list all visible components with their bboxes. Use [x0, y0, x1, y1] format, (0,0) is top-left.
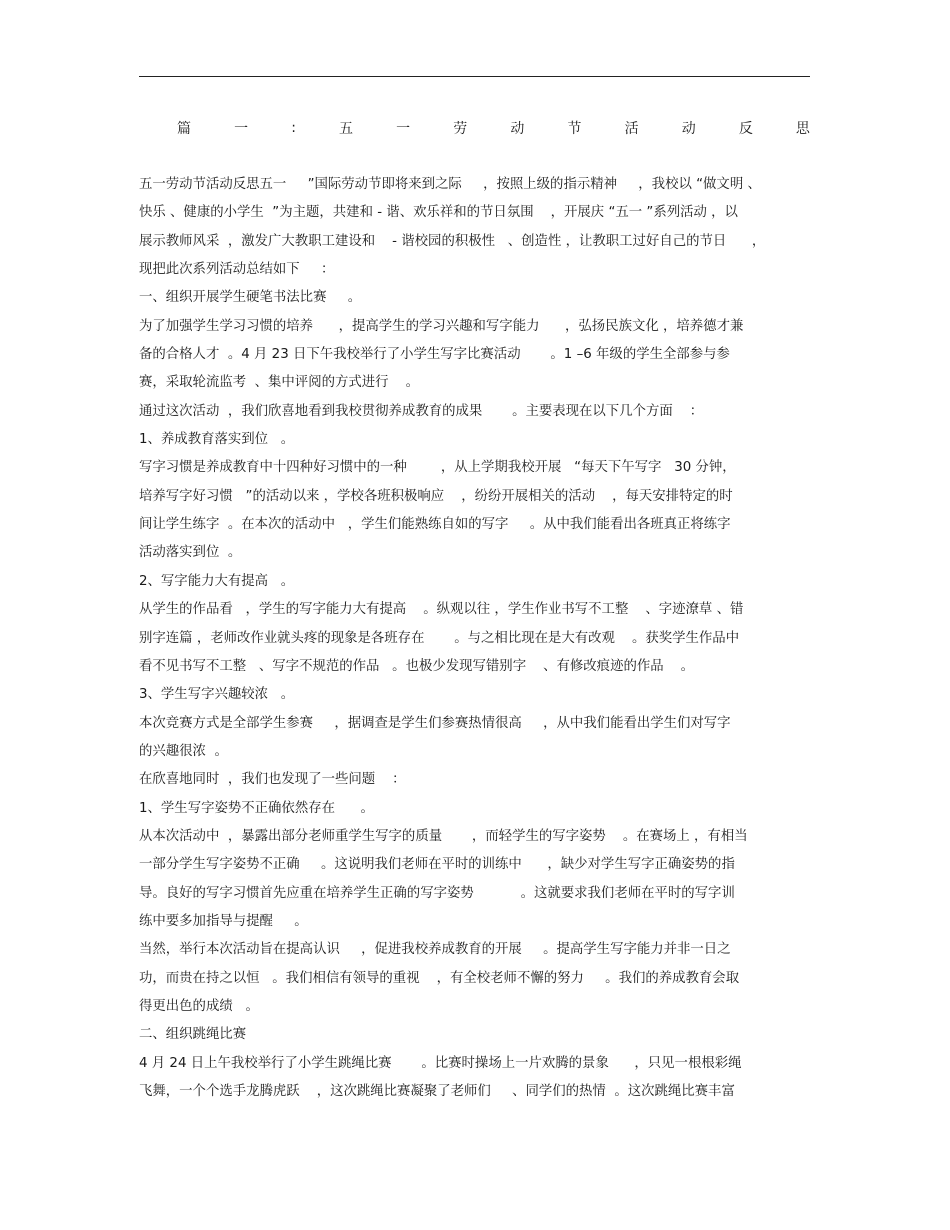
title-char: 篇: [177, 121, 191, 137]
text-line: 练中要多加指导与提醒 。: [139, 913, 308, 929]
text-line: 间让学生练字 。在本次的活动中 ，学生们能熟练自如的写字 。从中我们能看出各班真正将练字: [139, 517, 731, 533]
text-line: 展示教师风采 ，激发广大教职工建设和 - 谐校园的积极性 、创造性 ，让教职工过好自己的节日 ，: [139, 233, 766, 249]
document-body: [139, 171, 814, 1106]
text-line: 功，而贵在持之以恒 。我们相信有领导的重视 ，有全校老师不懈的努力 。我们的养成教育会取: [139, 970, 740, 986]
title-char: 思: [795, 121, 810, 137]
title-char: 活: [624, 121, 639, 137]
text-line: 备的合格人才 。4 月 23 日下午我校举行了小学生写字比赛活动 。1 –6 年级的学生全部参与参: [139, 347, 730, 363]
text-line: 得更出色的成绩 。: [139, 998, 259, 1014]
text-line: 二、组织跳绳比赛: [139, 1027, 247, 1043]
text-line: 培养写字好习惯 ”的活动以来 ，学校各班积极响应 ，纷纷开展相关的活动 ，每天安排特定的时: [139, 488, 733, 504]
text-line: 一部分学生写字姿势不正确 。这说明我们老师在平时的训练中 ，缺少对学生写字正确姿势的指: [139, 857, 735, 873]
text-line: 当然，举行本次活动旨在提高认识 ，促进我校养成教育的开展 。提高学生写字能力并非一日之: [139, 942, 731, 958]
title-char: 五: [339, 121, 354, 137]
text-line: 2、写字能力大有提高 。: [139, 573, 295, 589]
title-char: 一: [396, 121, 411, 137]
text-line: 从学生的作品看 ，学生的写字能力大有提高 。纵观以往 ，学生作业书写不工整 、字迹潦草 、错: [139, 602, 744, 618]
title-char: 劳: [453, 121, 468, 137]
text-line: 飞舞，一个个选手龙腾虎跃 ，这次跳绳比赛凝聚了老师们 、同学们的热情 。这次跳绳比赛丰富: [139, 1084, 735, 1099]
text-line: 1、学生写字姿势不正确依然存在 。: [139, 800, 374, 816]
text-line: 五一劳动节活动反思五一 ”国际劳动节即将来到之际 ，按照上级的指示精神 ，我校以 “做文明 、: [139, 177, 761, 192]
document-title: [139, 116, 810, 140]
text-line: 1、养成教育落实到位 。: [139, 432, 295, 448]
title-char: :: [291, 120, 296, 136]
text-line: 为了加强学生学习习惯的培养 ，提高学生的学习兴趣和写字能力 ，弘扬民族文化 ，培养德才兼: [139, 318, 744, 334]
text-line: 从本次活动中 ，暴露出部分老师重学生写字的质量 ，而轻学生的写字姿势 。在赛场上 ，有相当: [139, 828, 748, 844]
text-line: 3、学生写字兴趣较浓 。: [139, 687, 295, 703]
text-line: 别字连篇 ，老师改作业就头疼的现象是各班存在 。与之相比现在是大有改观 。获奖学生作品中: [139, 630, 740, 646]
title-char: 动: [681, 121, 696, 137]
title-char: 节: [567, 121, 582, 137]
text-line: 4 月 24 日上午我校举行了小学生跳绳比赛 。比赛时操场上一片欢腾的景象 ，只见一根根彩绳: [139, 1055, 742, 1071]
text-line: 看不见书写不工整 、写字不规范的作品 。也极少发现写错别字 、有修改痕迹的作品 。: [139, 658, 695, 674]
text-line: 现把此次系列活动总结如下 ：: [139, 262, 335, 278]
text-line: 赛，采取轮流监考 、集中评阅的方式进行 。: [139, 375, 419, 391]
title-char: 反: [738, 121, 753, 137]
text-line: 的兴趣很浓 。: [139, 743, 228, 759]
title-char: 动: [510, 121, 525, 137]
text-line: 快乐 、健康的小学生 ”为主题，共建和 - 谐、欢乐祥和的节日氛围 ，开展庆 “五一 ”系列活动 ，以: [139, 205, 738, 221]
text-line: 写字习惯是养成教育中十四种好习惯中的一种 ，从上学期我校开展 “每天下午写字 30 分钟，: [139, 460, 736, 476]
text-line: 在欣喜地同时 ，我们也发现了一些问题 ：: [139, 772, 406, 788]
text-line: 通过这次活动 ，我们欣喜地看到我校贯彻养成教育的成果 。主要表现在以下几个方面 ：: [139, 403, 704, 419]
text-line: 活动落实到位 。: [139, 545, 242, 561]
text-line: 本次竞赛方式是全部学生参赛 ，据调查是学生们参赛热情很高 ，从中我们能看出学生们对写字: [139, 715, 731, 731]
text-line: 一、组织开展学生硬笔书法比赛 。: [139, 290, 362, 306]
text-line: 导。良好的写字习惯首先应重在培养学生正确的写字姿势 。这就要求我们老师在平时的写字训: [139, 885, 735, 901]
title-char: 一: [234, 121, 249, 137]
header-rule: [139, 76, 810, 77]
